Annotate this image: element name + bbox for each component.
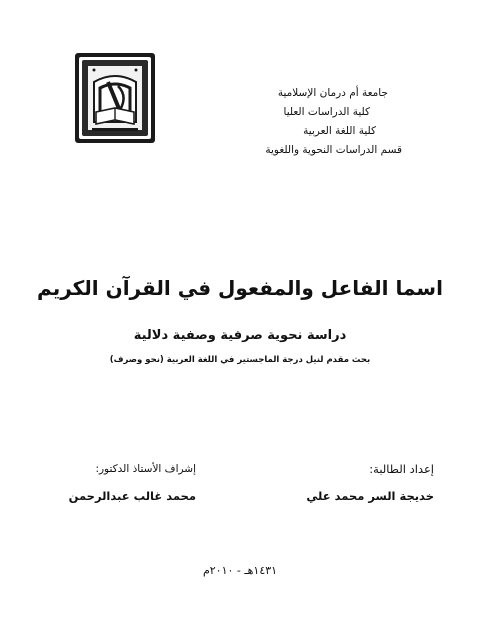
supervisor-label: إشراف الأستاذ الدكتور: <box>95 463 196 475</box>
graduate-college: كلية الدراسات العليا <box>283 106 370 118</box>
university-name: جامعة أم درمان الإسلامية <box>277 87 388 99</box>
thesis-subtitle: دراسة نحوية صرفية وصفية دلالية <box>133 328 347 343</box>
department-name: قسم الدراسات النحوية واللغوية <box>265 144 402 156</box>
student-label: إعداد الطالبة: <box>369 462 434 476</box>
institution-block <box>202 84 402 160</box>
thesis-title: اسما الفاعل والمفعول في القرآن الكريم <box>37 276 443 300</box>
student-name: خديجة السر محمد علي <box>306 489 434 503</box>
degree-note: بحث مقدم لنيل درجة الماجستير في اللغة العربية (نحو وصرف) <box>109 355 371 365</box>
date-line: ١٤٣١هـ - ٢٠١٠م <box>202 564 278 577</box>
university-logo <box>74 52 156 144</box>
supervisor-name: محمد غالب عبدالرحمن <box>68 489 196 503</box>
arabic-college: كلية اللغة العربية <box>303 125 376 137</box>
